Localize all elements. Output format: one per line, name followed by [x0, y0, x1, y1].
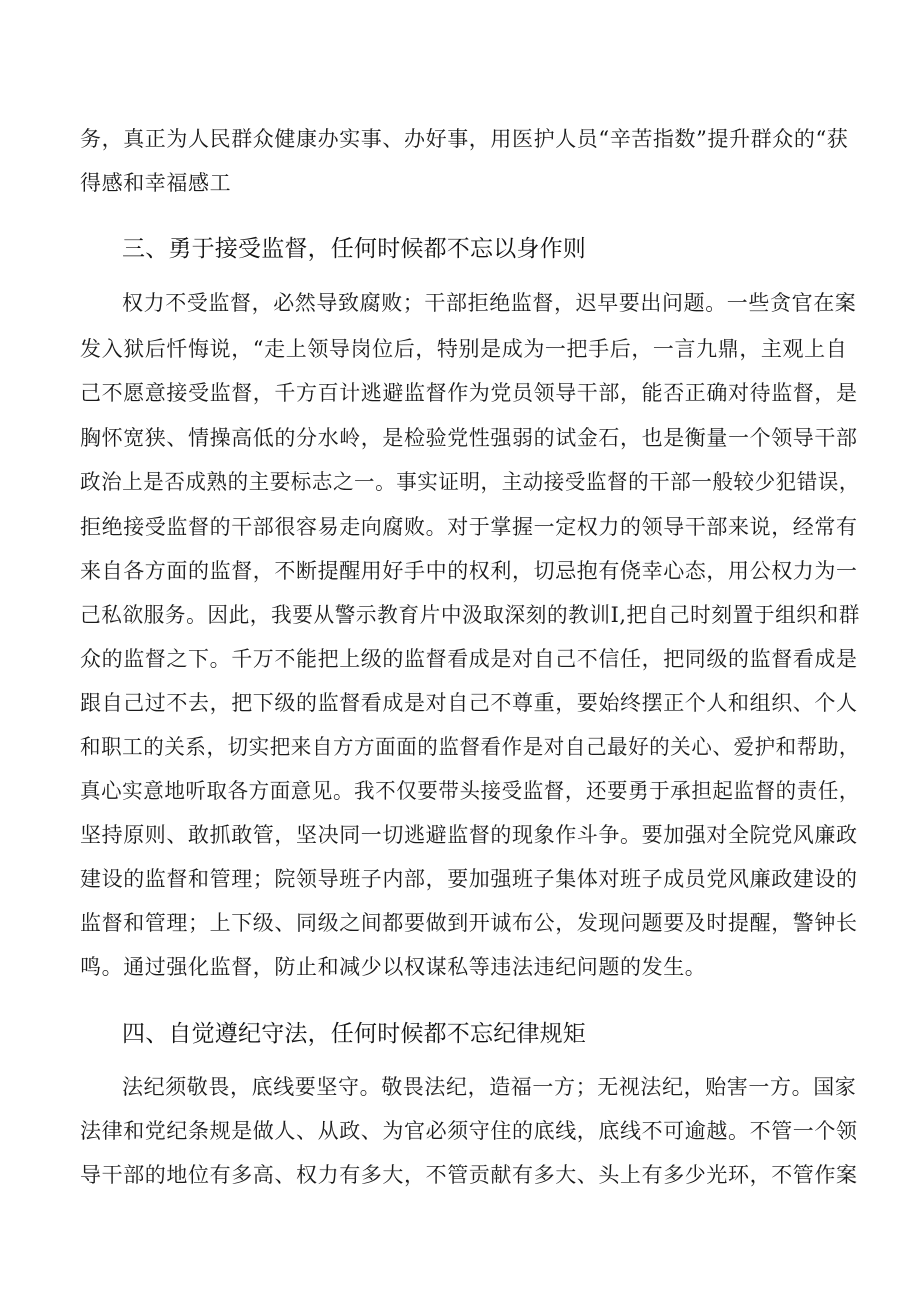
- paragraph-line: 权力不受监督，必然导致腐败；干部拒绝监督，迟早要出问题。一些贪官在案: [122, 291, 857, 315]
- paragraph-line: 己不愿意接受监督，千方百计逃避监督作为党员领导干部，能否正确对待监督，是: [80, 381, 858, 405]
- paragraph-line: 胸怀宽狭、情操高低的分水岭，是检验党性强弱的试金石，也是衡量一个领导干部: [80, 426, 858, 450]
- paragraph-line: 法纪须敬畏，底线要坚守。敬畏法纪，造福一方；无视法纪，贻害一方。国家: [122, 1075, 857, 1099]
- paragraph-line: 真心实意地听取各方面意见。我不仅要带头接受监督，还要勇于承担起监督的责任，: [80, 779, 860, 803]
- section-heading-4: 四、自觉遵纪守法，任何时候都不忘纪律规矩: [122, 1021, 586, 1047]
- paragraph-line: 得感和幸福感工: [80, 171, 232, 195]
- paragraph-line: 己私欲服务。因此，我要从警示教育片中汲取深刻的教训I,把自己时刻置于组织和群: [80, 603, 860, 627]
- paragraph-line: 监督和管理；上下级、同级之间都要做到开诚布公，发现问题要及时提醒，警钟长: [80, 911, 858, 935]
- paragraph-line: 鸣。通过强化监督，防止和减少以权谋私等违法违纪问题的发生。: [80, 955, 707, 979]
- paragraph-line: 拒绝接受监督的干部很容易走向腐败。对于掌握一定权力的领导干部来说，经常有: [80, 515, 858, 539]
- paragraph-line: 政治上是否成熟的主要标志之一。事实证明，主动接受监督的干部一般较少犯错误，: [80, 470, 860, 494]
- paragraph-line: 坚持原则、敢抓敢管，坚决同一切逃避监督的现象作斗争。要加强对全院党风廉政: [80, 823, 858, 847]
- paragraph-line: 来自各方面的监督，不断提醒用好手中的权利，切忌抱有侥幸心态，用公权力为一: [80, 559, 858, 583]
- paragraph-line: 和职工的关系，切实把来自方方面面的监督看作是对自己最好的关心、爱护和帮助，: [80, 735, 860, 759]
- paragraph-line: 发入狱后忏悔说，“走上领导岗位后，特别是成为一把手后，一言九鼎，主观上自: [80, 337, 848, 361]
- paragraph-line: 法律和党纪条规是做人、从政、为官必须守住的底线，底线不可逾越。不管一个领: [80, 1119, 858, 1143]
- paragraph-line: 务，真正为人民群众健康办实事、办好事，用医护人员“辛苦指数”提升群众的“获: [80, 127, 849, 151]
- paragraph-line: 跟自己过不去，把下级的监督看成是对自己不尊重，要始终摆正个人和组织、个人: [80, 691, 858, 715]
- paragraph-line: 导干部的地位有多高、权力有多大，不管贡献有多大、头上有多少光环，不管作案: [80, 1163, 858, 1187]
- paragraph-line: 建设的监督和管理；院领导班子内部，要加强班子集体对班子成员党风廉政建设的: [80, 867, 858, 891]
- section-heading-3: 三、勇于接受监督，任何时候都不忘以身作则: [122, 236, 586, 262]
- paragraph-line: 众的监督之下。千万不能把上级的监督看成是对自己不信任，把同级的监督看成是: [80, 647, 858, 671]
